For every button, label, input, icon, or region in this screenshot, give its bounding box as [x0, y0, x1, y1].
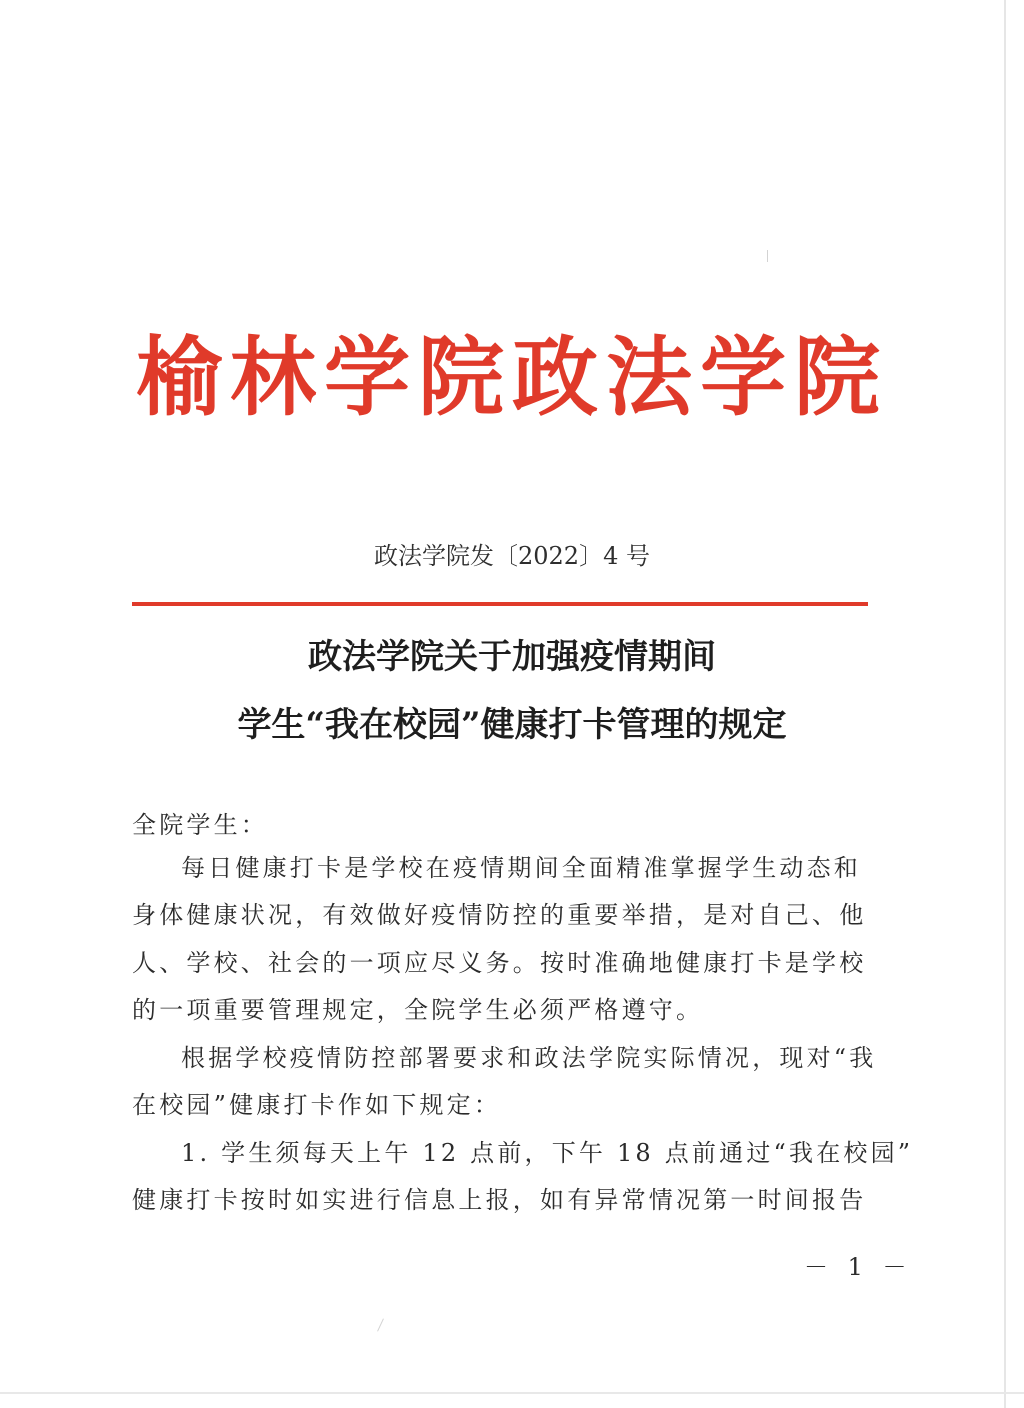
- body-line: 人、学校、社会的一项应尽义务。按时准确地健康打卡是学校: [132, 949, 867, 977]
- body-line: 健康打卡按时如实进行信息上报，如有异常情况第一时间报告: [132, 1186, 867, 1214]
- body-line: 的一项重要管理规定，全院学生必须严格遵守。: [132, 996, 704, 1024]
- scan-edge: [0, 1392, 1024, 1394]
- red-divider-line: [132, 602, 868, 606]
- scan-speck: [767, 250, 768, 262]
- salutation: 全院学生：: [132, 811, 268, 839]
- document-number: 政法学院发〔2022〕4 号: [374, 542, 650, 570]
- body-line: 身体健康状况，有效做好疫情防控的重要举措，是对自己、他: [132, 901, 867, 929]
- document-title-line-1: 政法学院关于加强疫情期间: [308, 637, 716, 677]
- body-line: 根据学校疫情防控部署要求和政法学院实际情况，现对“我: [181, 1044, 877, 1072]
- header-organization-name: 榆林学院政法学院: [136, 328, 888, 428]
- body-line: 在校园”健康打卡作如下规定：: [132, 1091, 502, 1119]
- body-line: 1. 学生须每天上午 12 点前，下午 18 点前通过“我在校园”: [181, 1139, 914, 1167]
- body-line: 每日健康打卡是学校在疫情期间全面精准掌握学生动态和: [181, 854, 861, 882]
- document-title-line-2: 学生“我在校园”健康打卡管理的规定: [237, 705, 787, 745]
- scan-speck: [377, 1318, 384, 1331]
- page-number: － 1 －: [804, 1253, 913, 1281]
